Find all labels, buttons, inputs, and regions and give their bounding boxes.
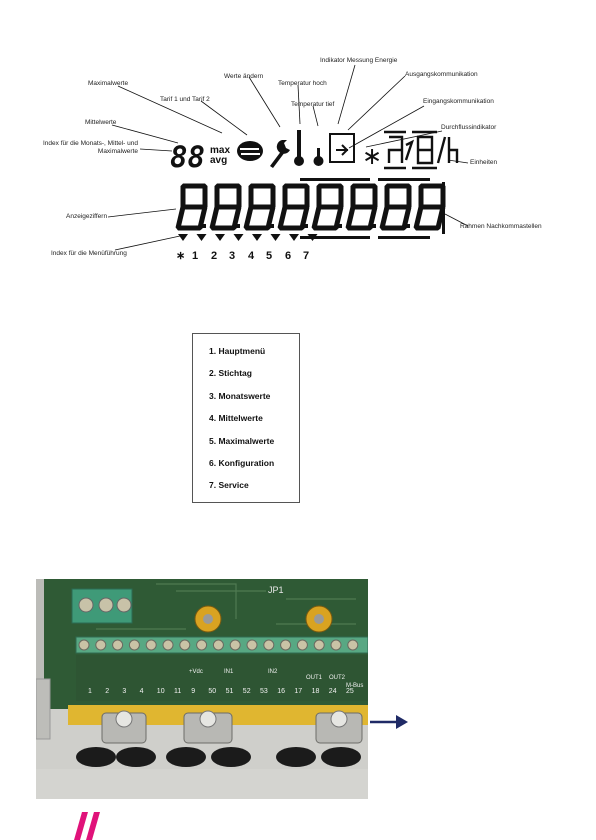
main-digit-6 — [348, 186, 375, 228]
terminal-screw — [247, 640, 257, 650]
main-digit-display — [178, 178, 445, 239]
menu-marker-0 — [178, 234, 188, 241]
group-label-vdc: +Vdc — [189, 669, 203, 675]
energy-communication-icon — [330, 134, 354, 162]
group-label-mbus: M-Bus — [346, 683, 364, 689]
terminal-number: 10 — [156, 688, 165, 695]
terminal-number: 18 — [311, 688, 320, 695]
main-digit-2 — [212, 186, 239, 228]
label-temperatur-tief: Temperatur tief — [291, 101, 335, 108]
label-index-monats-line2: Maximalwerte — [97, 148, 138, 155]
menu-index-labels — [176, 250, 309, 262]
terminal-number: 16 — [277, 688, 285, 695]
main-decimal-point-5 — [338, 224, 342, 228]
temperature-low-icon — [314, 148, 324, 166]
terminal-number: 1 — [88, 688, 92, 695]
menu-item-hauptmenue: 1. Hauptmenü — [209, 346, 266, 356]
decimal-frame-bar-1 — [300, 178, 370, 181]
main-digit-4 — [280, 186, 307, 228]
terminal-screw-row — [79, 640, 358, 650]
terminal-board-photo — [36, 579, 368, 799]
label-tarif: Tarif 1 und Tarif 2 — [160, 96, 210, 103]
tariff-icon — [237, 141, 263, 161]
temperature-high-icon — [294, 130, 304, 166]
label-mittelwerte: Mittelwerte — [85, 119, 117, 126]
terminal-number: 53 — [260, 688, 268, 695]
terminal-number: 11 — [174, 688, 182, 695]
terminal-number: 4 — [139, 688, 144, 695]
jp1-label: JP1 — [268, 585, 284, 595]
terminal-number: 51 — [225, 688, 234, 695]
terminal-number: 2 — [105, 688, 110, 695]
brand-slash-mark — [68, 812, 100, 840]
menu-list-box — [192, 333, 300, 503]
menu-index-star: ∗ — [176, 250, 186, 262]
label-maximalwerte: Maximalwerte — [88, 80, 129, 87]
menu-marker-6 — [289, 234, 299, 241]
menu-marker-2 — [215, 234, 225, 241]
terminal-screw — [79, 640, 89, 650]
terminal-screw — [213, 640, 223, 650]
label-werte-aendern: Werte ändern — [224, 73, 264, 80]
label-index-monats-line1: Index für die Monats-, Mittel- und — [42, 140, 138, 147]
terminal-screw — [230, 640, 240, 650]
group-label-out2: OUT2 — [329, 675, 346, 681]
menu-index-4: 4 — [248, 250, 255, 262]
menu-item-stichtag: 2. Stichtag — [209, 368, 252, 378]
main-decimal-point-2 — [236, 224, 240, 228]
terminal-screw — [129, 640, 139, 650]
main-digit-3 — [246, 186, 273, 228]
terminal-number: 52 — [242, 688, 251, 695]
menu-marker-5 — [271, 234, 281, 241]
menu-index-3: 3 — [229, 250, 236, 262]
menu-index-7: 7 — [303, 250, 310, 262]
arrow-right-icon — [368, 710, 410, 734]
main-decimal-point-3 — [270, 224, 274, 228]
menu-item-monatswerte: 3. Monatswerte — [209, 391, 271, 401]
terminal-screw — [264, 640, 274, 650]
menu-index-1: 1 — [192, 250, 199, 262]
menu-marker-3 — [234, 234, 244, 241]
menu-item-mittelwerte: 4. Mittelwerte — [209, 413, 263, 423]
terminal-screw — [331, 640, 341, 650]
terminal-number: 17 — [294, 688, 303, 695]
terminal-screw — [96, 640, 106, 650]
terminal-screw — [348, 640, 358, 650]
label-rahmen-nachkommastellen: Rahmen Nachkommastellen — [460, 223, 542, 230]
flow-indicator-icon: ∗ — [362, 142, 383, 170]
main-digit-1 — [178, 186, 205, 228]
label-index-menufuehrung: Index für die Menüführung — [51, 250, 127, 257]
label-temperatur-hoch: Temperatur hoch — [278, 80, 327, 87]
label-ausgangskommunikation: Ausgangskommunikation — [405, 71, 478, 78]
terminal-screw — [314, 640, 324, 650]
wrench-icon — [270, 140, 290, 168]
main-digit-5 — [314, 186, 341, 228]
main-digit-7 — [382, 186, 409, 228]
terminal-number: 3 — [122, 688, 127, 695]
menu-index-6: 6 — [285, 250, 292, 262]
menu-item-maximalwerte: 5. Maximalwerte — [209, 436, 275, 446]
terminal-screw — [113, 640, 123, 650]
group-label-out1: OUT1 — [306, 675, 323, 681]
label-anzeigeziffern: Anzeigeziffern — [66, 213, 108, 220]
terminal-screw — [197, 640, 207, 650]
label-durchflussindikator: Durchflussindikator — [441, 124, 497, 131]
menu-item-service: 7. Service — [209, 480, 249, 490]
units-segment-icon — [384, 132, 457, 168]
main-decimal-point-1 — [202, 224, 206, 228]
terminal-screw — [281, 640, 291, 650]
menu-item-konfiguration: 6. Konfiguration — [209, 458, 275, 468]
terminal-number: 50 — [208, 688, 217, 695]
main-decimal-point-6 — [372, 224, 376, 228]
decimal-frame-bar-2 — [378, 178, 430, 181]
menu-index-2: 2 — [211, 250, 218, 262]
decimal-frame-right — [442, 182, 445, 234]
menu-marker-1 — [197, 234, 207, 241]
lcd-index-digits — [170, 140, 205, 174]
svg-text:88: 88 — [170, 140, 205, 174]
main-decimal-point-7 — [406, 224, 410, 228]
label-eingangskommunikation: Eingangskommunikation — [423, 98, 494, 105]
terminal-number: 9 — [191, 688, 196, 695]
menu-marker-4 — [252, 234, 262, 241]
group-label-in1: IN1 — [224, 669, 234, 675]
lcd-max-symbol: max — [210, 145, 231, 156]
main-decimal-point-4 — [304, 224, 308, 228]
terminal-screw — [146, 640, 156, 650]
terminal-screw — [297, 640, 307, 650]
label-indikator-messung-energie: Indikator Messung Energie — [320, 57, 398, 64]
decimal-frame-bar-4 — [378, 236, 430, 239]
terminal-number: 25 — [346, 688, 354, 695]
menu-index-markers — [178, 234, 318, 241]
main-digit-8 — [416, 186, 443, 228]
terminal-number: 24 — [328, 688, 337, 695]
lcd-avg-symbol: avg — [210, 155, 228, 166]
menu-index-5: 5 — [266, 250, 273, 262]
terminal-screw — [163, 640, 173, 650]
group-label-in2: IN2 — [268, 669, 278, 675]
label-einheiten: Einheiten — [470, 159, 498, 166]
terminal-screw — [180, 640, 190, 650]
